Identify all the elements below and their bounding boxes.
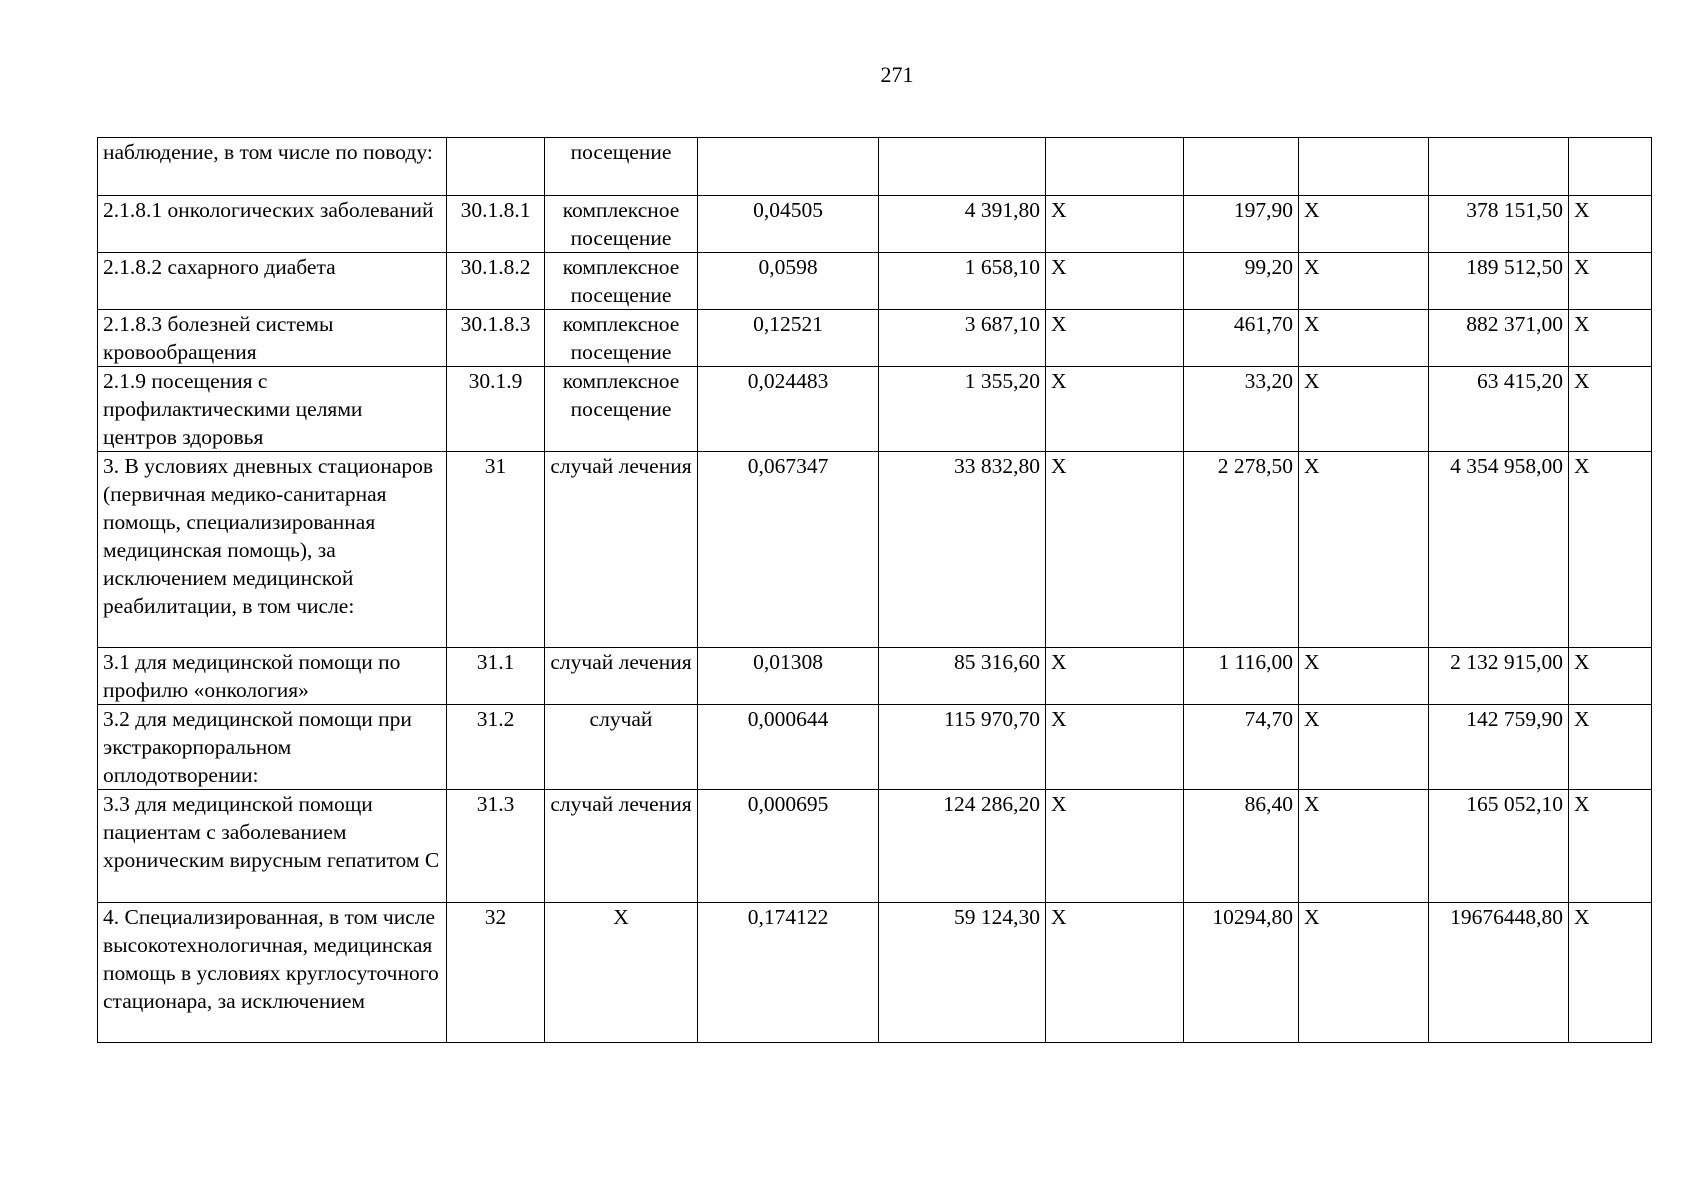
row-norm: 0,067347 <box>698 452 879 648</box>
row-x3: X <box>1569 196 1652 253</box>
row-per-capita: 1 116,00 <box>1184 648 1299 705</box>
row-per-capita: 461,70 <box>1184 310 1299 367</box>
financing-table <box>97 137 1652 1043</box>
row-unit: комплексное посещение <box>545 196 698 253</box>
row-x1: X <box>1046 705 1184 790</box>
row-code: 31.3 <box>447 790 545 903</box>
row-x2: X <box>1299 367 1429 452</box>
row-total: 2 132 915,00 <box>1429 648 1569 705</box>
row-x2: X <box>1299 196 1429 253</box>
row-code <box>447 138 545 196</box>
row-code: 30.1.9 <box>447 367 545 452</box>
row-norm: 0,024483 <box>698 367 879 452</box>
row-cost: 59 124,30 <box>879 903 1046 1043</box>
table-body <box>98 138 1652 1043</box>
row-total: 882 371,00 <box>1429 310 1569 367</box>
table-row <box>98 648 1652 705</box>
row-unit: случай <box>545 705 698 790</box>
row-x3: X <box>1569 648 1652 705</box>
table-row <box>98 705 1652 790</box>
row-code: 32 <box>447 903 545 1043</box>
row-unit: X <box>545 903 698 1043</box>
row-norm: 0,04505 <box>698 196 879 253</box>
row-unit: случай лечения <box>545 648 698 705</box>
row-total: 63 415,20 <box>1429 367 1569 452</box>
row-cost: 124 286,20 <box>879 790 1046 903</box>
row-cost: 1 658,10 <box>879 253 1046 310</box>
table-row <box>98 452 1652 648</box>
row-x2: X <box>1299 648 1429 705</box>
row-name: 3.1 для медицинской помощи по профилю «онкология» <box>98 648 447 705</box>
row-name: 3.3 для медицинской помощи пациентам с заболеванием хроническим вирусным гепатитом С <box>98 790 447 903</box>
row-total: 189 512,50 <box>1429 253 1569 310</box>
row-x1: X <box>1046 310 1184 367</box>
row-per-capita: 197,90 <box>1184 196 1299 253</box>
row-code: 31.1 <box>447 648 545 705</box>
row-name: 3.2 для медицинской помощи при экстракорпоральном оплодотворении: <box>98 705 447 790</box>
row-cost: 3 687,10 <box>879 310 1046 367</box>
row-x1: X <box>1046 253 1184 310</box>
row-x2: X <box>1299 903 1429 1043</box>
table-row <box>98 196 1652 253</box>
row-per-capita <box>1184 138 1299 196</box>
row-norm: 0,000695 <box>698 790 879 903</box>
row-code: 30.1.8.1 <box>447 196 545 253</box>
row-x1: X <box>1046 903 1184 1043</box>
row-per-capita: 74,70 <box>1184 705 1299 790</box>
table-row <box>98 138 1652 196</box>
row-x3 <box>1569 138 1652 196</box>
row-name: 4. Специализированная, в том числе высокотехнологичная, медицинская помощь в условиях круглосуточного стационара, за исключением <box>98 903 447 1043</box>
row-cost <box>879 138 1046 196</box>
row-x1: X <box>1046 452 1184 648</box>
row-name: 3. В условиях дневных стационаров (первичная медико-санитарная помощь, специализированная медицинская помощь), за исключением медицинской реабилитации, в том числе: <box>98 452 447 648</box>
row-cost: 115 970,70 <box>879 705 1046 790</box>
row-name: 2.1.9 посещения с профилактическими целями центров здоровья <box>98 367 447 452</box>
row-norm: 0,12521 <box>698 310 879 367</box>
row-name: 2.1.8.3 болезней системы кровообращения <box>98 310 447 367</box>
row-per-capita: 10294,80 <box>1184 903 1299 1043</box>
row-x1: X <box>1046 648 1184 705</box>
row-per-capita: 33,20 <box>1184 367 1299 452</box>
row-x2: X <box>1299 253 1429 310</box>
row-total: 378 151,50 <box>1429 196 1569 253</box>
row-cost: 4 391,80 <box>879 196 1046 253</box>
row-x3: X <box>1569 253 1652 310</box>
row-cost: 85 316,60 <box>879 648 1046 705</box>
row-code: 31.2 <box>447 705 545 790</box>
row-per-capita: 2 278,50 <box>1184 452 1299 648</box>
row-x1: X <box>1046 196 1184 253</box>
row-total: 142 759,90 <box>1429 705 1569 790</box>
row-norm: 0,174122 <box>698 903 879 1043</box>
row-x2: X <box>1299 452 1429 648</box>
row-code: 30.1.8.3 <box>447 310 545 367</box>
row-x3: X <box>1569 367 1652 452</box>
row-x3: X <box>1569 903 1652 1043</box>
row-code: 30.1.8.2 <box>447 253 545 310</box>
row-total <box>1429 138 1569 196</box>
row-norm: 0,000644 <box>698 705 879 790</box>
row-unit: комплексное посещение <box>545 253 698 310</box>
table-row <box>98 253 1652 310</box>
row-name: наблюдение, в том числе по поводу: <box>98 138 447 196</box>
row-x2: X <box>1299 705 1429 790</box>
row-total: 19676448,80 <box>1429 903 1569 1043</box>
table-row <box>98 310 1652 367</box>
row-unit: посещение <box>545 138 698 196</box>
row-cost: 33 832,80 <box>879 452 1046 648</box>
row-per-capita: 99,20 <box>1184 253 1299 310</box>
row-x2: X <box>1299 310 1429 367</box>
row-norm: 0,01308 <box>698 648 879 705</box>
row-norm <box>698 138 879 196</box>
table-row <box>98 903 1652 1043</box>
row-unit: случай лечения <box>545 790 698 903</box>
row-unit: комплексное посещение <box>545 310 698 367</box>
table-row <box>98 790 1652 903</box>
row-x3: X <box>1569 790 1652 903</box>
row-x1 <box>1046 138 1184 196</box>
row-x3: X <box>1569 310 1652 367</box>
row-name: 2.1.8.2 сахарного диабета <box>98 253 447 310</box>
table-row <box>98 367 1652 452</box>
row-norm: 0,0598 <box>698 253 879 310</box>
row-total: 165 052,10 <box>1429 790 1569 903</box>
row-name: 2.1.8.1 онкологических заболеваний <box>98 196 447 253</box>
page-number: 271 <box>880 62 914 87</box>
row-x2 <box>1299 138 1429 196</box>
row-cost: 1 355,20 <box>879 367 1046 452</box>
row-code: 31 <box>447 452 545 648</box>
row-unit: случай лечения <box>545 452 698 648</box>
row-unit: комплексное посещение <box>545 367 698 452</box>
row-total: 4 354 958,00 <box>1429 452 1569 648</box>
row-x3: X <box>1569 452 1652 648</box>
row-x1: X <box>1046 790 1184 903</box>
row-per-capita: 86,40 <box>1184 790 1299 903</box>
row-x3: X <box>1569 705 1652 790</box>
row-x2: X <box>1299 790 1429 903</box>
row-x1: X <box>1046 367 1184 452</box>
